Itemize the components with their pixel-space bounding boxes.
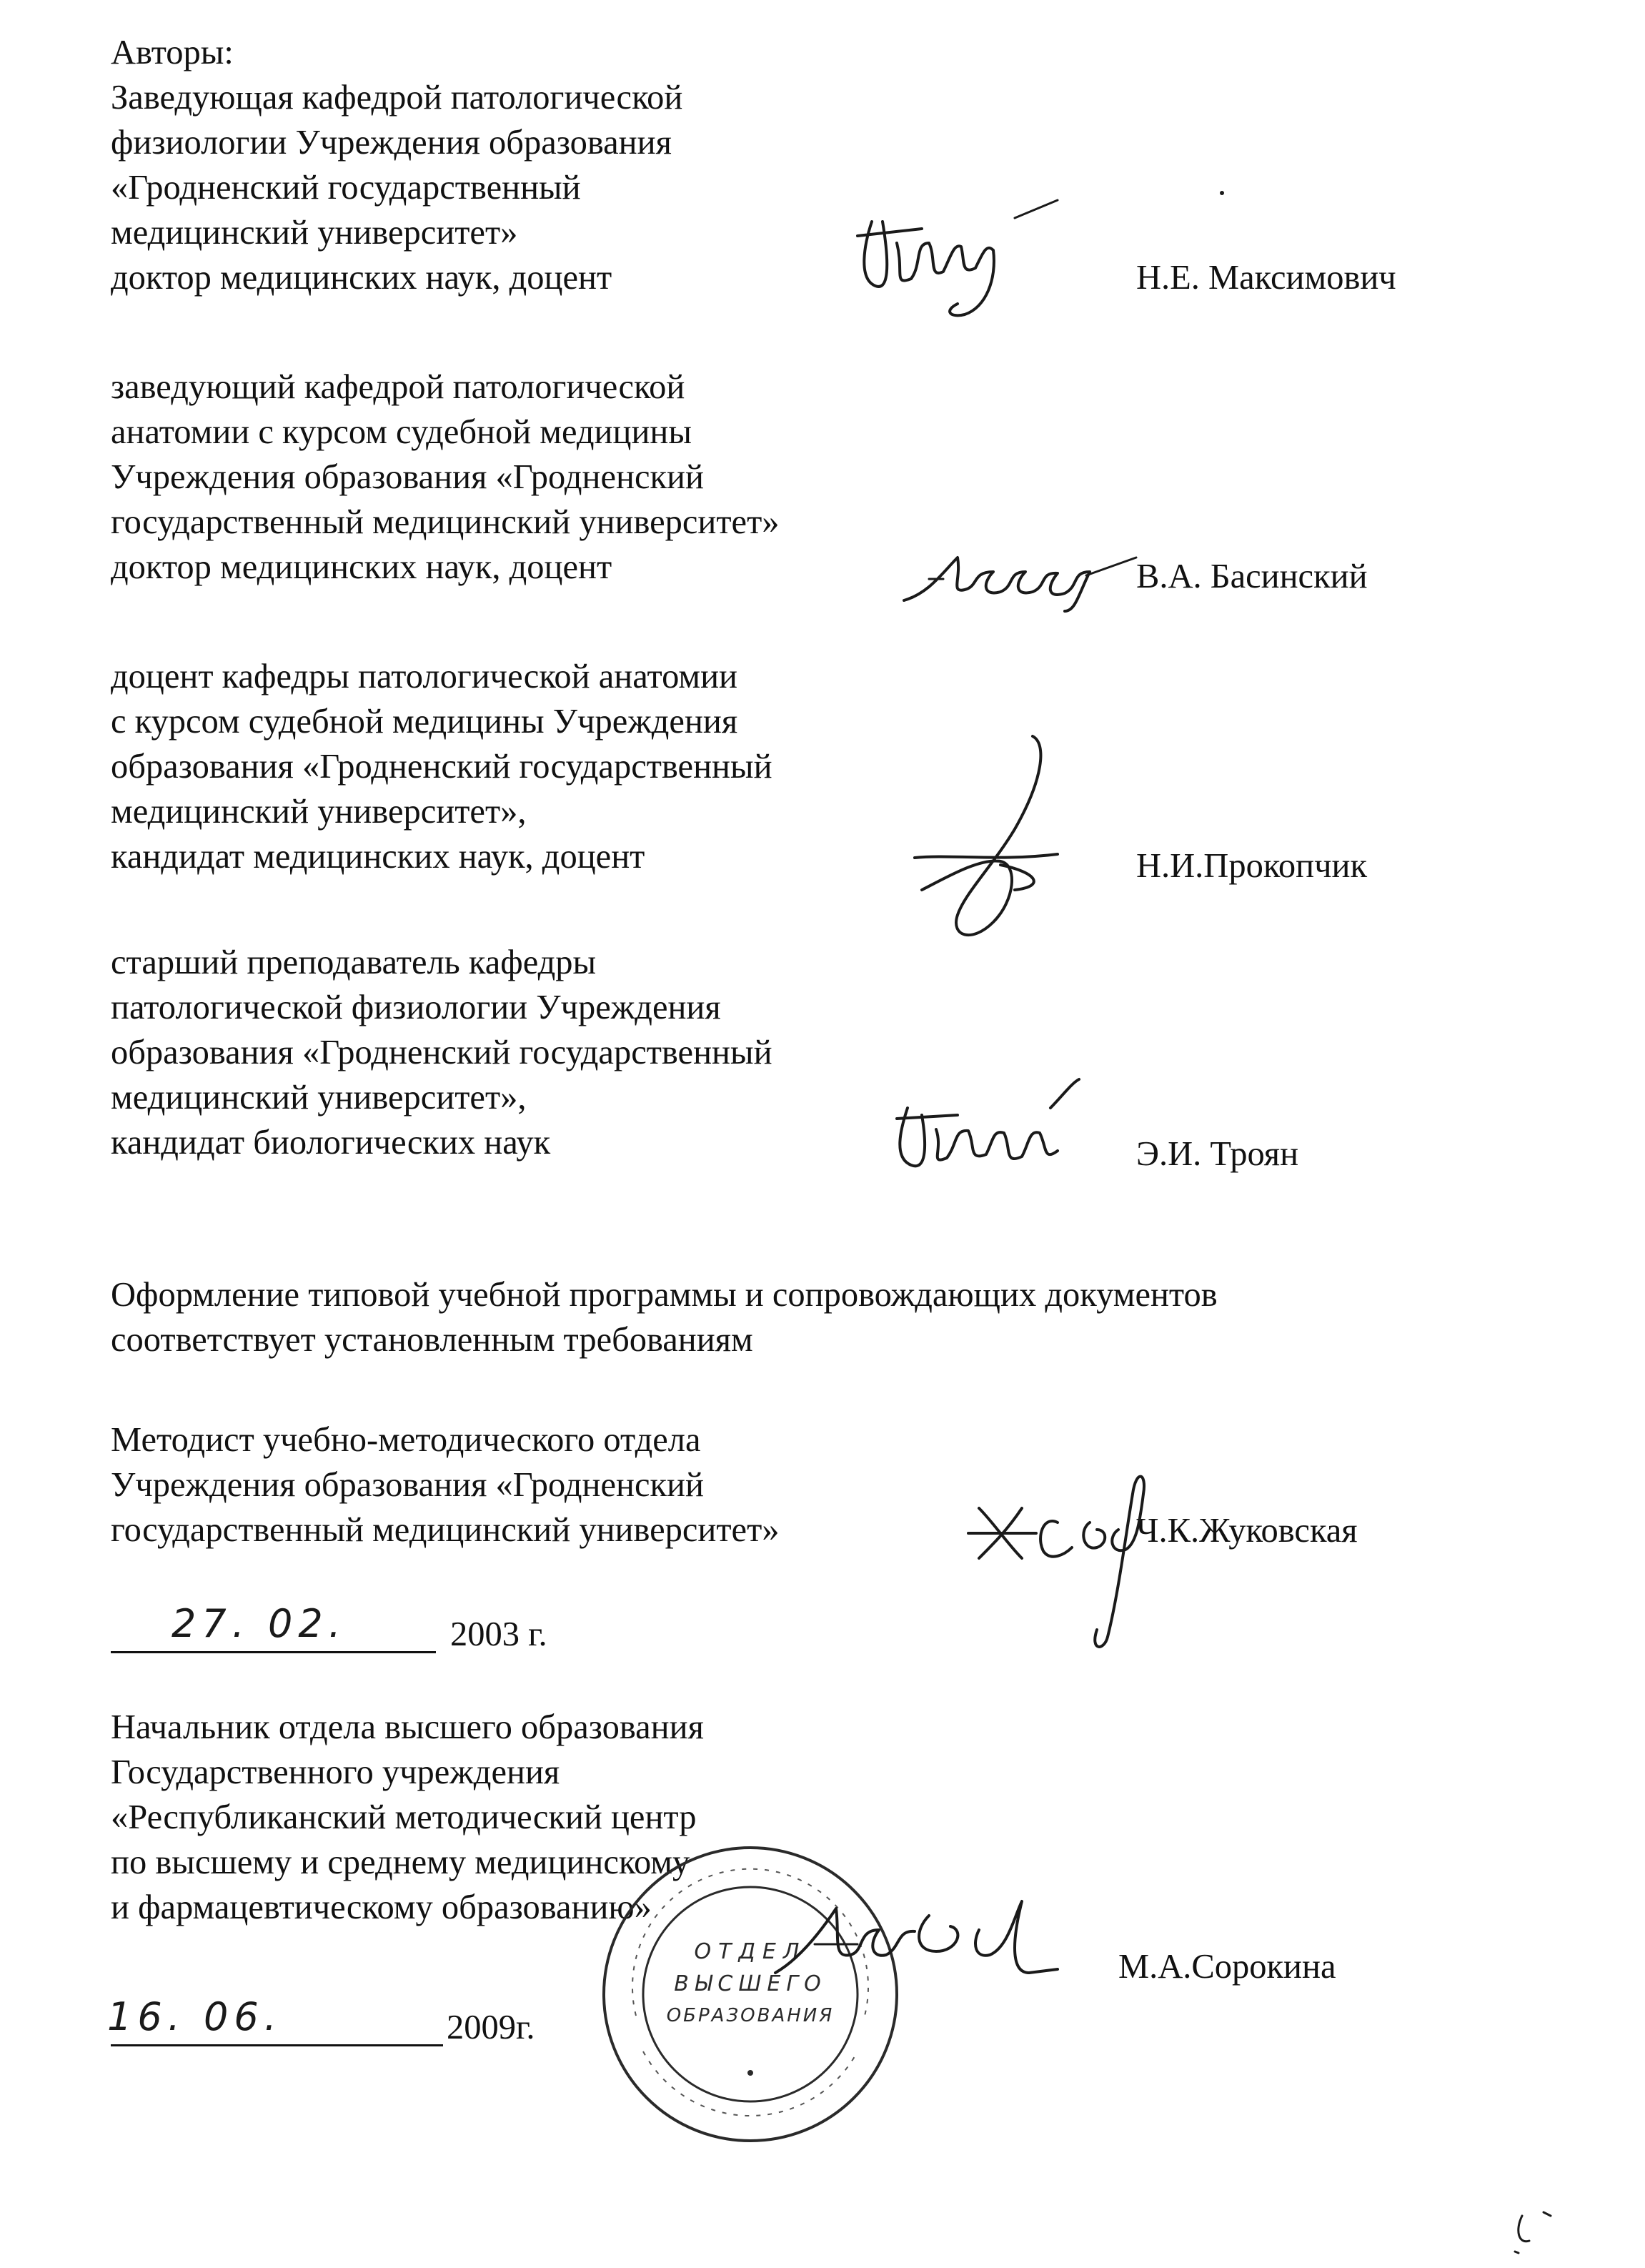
methodist-date-line [111, 1651, 436, 1653]
methodist-position [111, 1417, 780, 1553]
authors-heading: Авторы: [111, 34, 234, 71]
author-2-line: анатомии с курсом судебной медицины [111, 413, 692, 451]
scan-marks [1501, 2202, 1586, 2259]
author-1-line: медицинский университет» [111, 214, 518, 252]
author-3-line: образования «Гродненский государственный [111, 748, 772, 786]
compliance-line: Оформление типовой учебной программы и сопровождающих документов [111, 1276, 1218, 1314]
head-line: «Республиканский методический центр [111, 1798, 697, 1836]
methodist-signature [965, 1465, 1179, 1680]
head-line: Начальник отдела высшего образования [111, 1708, 704, 1746]
author-4-line: медицинский университет», [111, 1079, 527, 1116]
author-1-line: Заведующая кафедрой патологической [111, 79, 683, 117]
author-2-line: заведующий кафедрой патологической [111, 368, 685, 406]
head-date-year: 2009г. [447, 2009, 535, 2046]
head-line: Государственного учреждения [111, 1753, 560, 1791]
author-4-name: Э.И. Троян [1136, 1135, 1299, 1173]
author-4-signature [886, 1065, 1086, 1194]
author-4-line: старший преподаватель кафедры [111, 944, 597, 981]
author-1-line: «Гродненский государственный [111, 169, 581, 207]
head-name: М.А.Сорокина [1118, 1948, 1336, 1986]
methodist-handwritten-date: 27. 02. [172, 1601, 347, 1646]
stamp-line: ВЫСШЕГО [674, 1971, 827, 1996]
author-2-line: Учреждения образования «Гродненский [111, 458, 704, 496]
author-1-name: Н.Е. Максимович [1136, 259, 1396, 297]
head-date-line [111, 2044, 443, 2046]
stamp-line: ОТДЕЛ [694, 1939, 807, 1964]
compliance-statement [111, 1272, 1218, 1362]
methodist-date-year: 2003 г. [450, 1615, 547, 1653]
author-4-position [111, 940, 772, 1165]
head-line: и фармацевтическому образованию» [111, 1888, 652, 1926]
author-3-line: с курсом судебной медицины Учреждения [111, 703, 738, 741]
stamp-line: ОБРАЗОВАНИЯ [666, 2005, 835, 2026]
methodist-line: Учреждения образования «Гродненский [111, 1466, 704, 1504]
author-3-position [111, 654, 772, 879]
author-1-position [111, 75, 682, 300]
head-signature [772, 1887, 1058, 2001]
head-line: по высшему и среднему медицинскому [111, 1843, 690, 1881]
author-3-line: медицинский университет», [111, 793, 527, 831]
author-3-signature [893, 729, 1079, 958]
author-3-name: Н.И.Прокопчик [1136, 847, 1368, 885]
compliance-line: соответствует установленным требованиям [111, 1321, 753, 1359]
author-2-line: доктор медицинских наук, доцент [111, 548, 612, 586]
author-2-signature [900, 543, 1143, 615]
head-handwritten-date: 16. 06. [107, 1994, 282, 2039]
author-1-line: доктор медицинских наук, доцент [111, 259, 612, 297]
author-2-name: В.А. Басинский [1136, 558, 1368, 595]
author-4-line: кандидат биологических наук [111, 1124, 551, 1162]
methodist-line: Методист учебно-методического отдела [111, 1421, 701, 1459]
author-3-line: доцент кафедры патологической анатомии [111, 658, 738, 695]
methodist-line: государственный медицинский университет» [111, 1511, 780, 1549]
author-1-line: физиологии Учреждения образования [111, 124, 672, 162]
author-3-line: кандидат медицинских наук, доцент [111, 838, 645, 876]
author-2-position [111, 365, 780, 590]
author-2-line: государственный медицинский университет» [111, 503, 780, 541]
author-4-line: образования «Гродненский государственный [111, 1034, 772, 1071]
author-4-line: патологической физиологии Учреждения [111, 989, 721, 1026]
methodist-name: Ч.К.Жуковская [1136, 1512, 1358, 1550]
author-1-signature [843, 179, 1086, 322]
